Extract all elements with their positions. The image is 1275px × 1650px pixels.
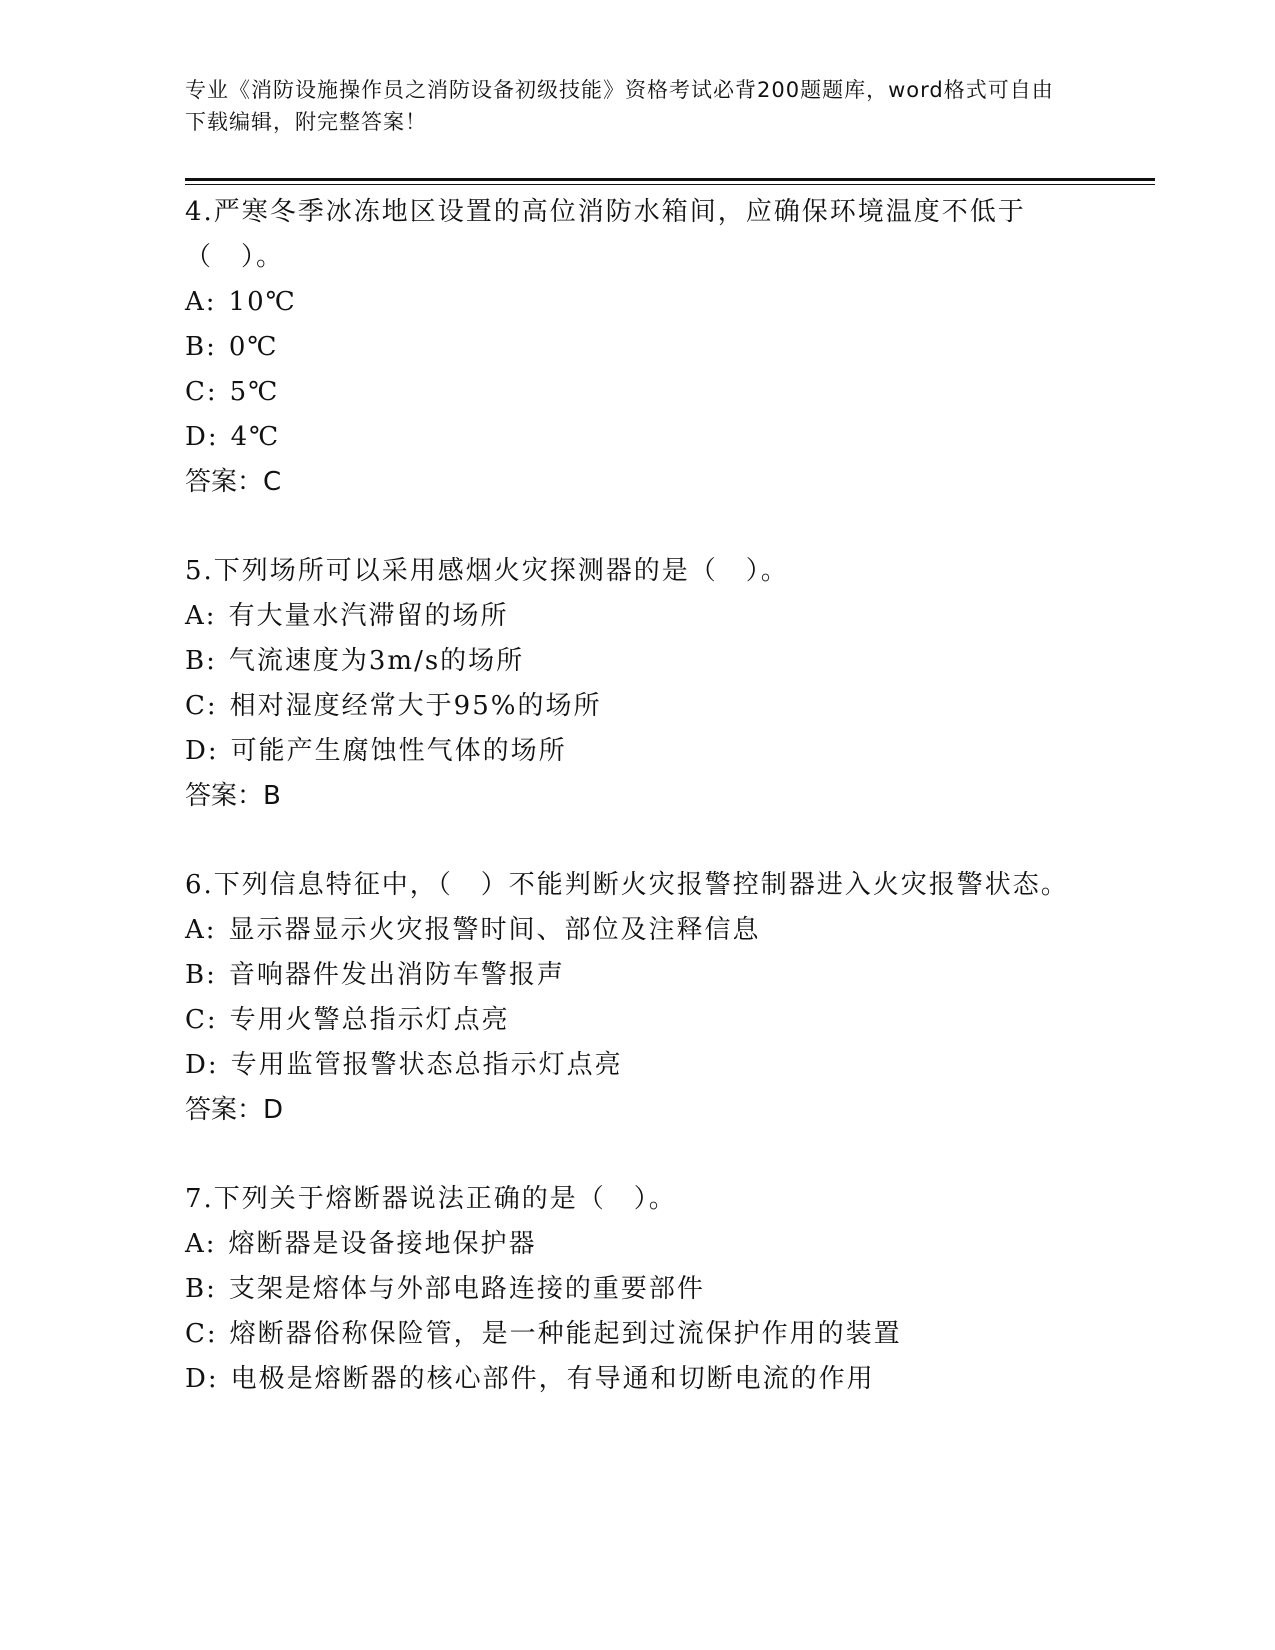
option-letter: C: [185,691,218,721]
question-stem: 4.严寒冬季冰冻地区设置的高位消防水箱间，应确保环境温度不低于（ ）。 [185,197,1026,272]
option-text: 有大量水汽滞留的场所 [228,601,509,631]
question-stem: 5.下列场所可以采用感烟火灾探测器的是（ ）。 [185,556,789,586]
option-c [185,1312,1085,1357]
option-d [185,1357,1085,1402]
option-letter: D: [185,1364,219,1394]
option-c [185,684,1085,729]
option-letter: D: [185,422,219,452]
option-text: 支架是熔体与外部电路连接的重要部件 [228,1274,705,1304]
option-text: 气流速度为3m/s的场所 [228,646,525,676]
answer-line: 答案：D [185,1095,284,1125]
option-b [185,1267,1085,1312]
option-text: 熔断器是设备接地保护器 [228,1229,537,1259]
option-text: 音响器件发出消防车警报声 [228,960,565,990]
question-7 [185,1177,1085,1402]
option-letter: A: [185,915,217,945]
answer-line: 答案：B [185,781,281,811]
option-d [185,729,1085,774]
header-divider-thin [185,184,1155,185]
question-5 [185,549,1085,819]
question-4 [185,190,1085,505]
option-letter: D: [185,1050,219,1080]
option-text: 电极是熔断器的核心部件，有导通和切断电流的作用 [230,1364,875,1394]
question-list [185,190,1085,1446]
option-text: 4℃ [230,422,281,452]
document-header: 专业《消防设施操作员之消防设备初级技能》资格考试必背200题题库，word格式可自由下载编辑，附完整答案！ [185,78,1054,134]
option-letter: B: [185,646,217,676]
option-d [185,1043,1085,1088]
option-text: 显示器显示火灾报警时间、部位及注释信息 [228,915,761,945]
option-letter: D: [185,736,219,766]
option-c [185,370,1085,415]
option-a [185,908,1085,953]
question-stem: 6.下列信息特征中，（ ）不能判断火灾报警控制器进入火灾报警状态。 [185,870,1069,900]
option-a [185,1222,1085,1267]
header-divider-thick [185,178,1155,181]
option-d [185,415,1085,460]
option-b [185,639,1085,684]
question-stem: 7.下列关于熔断器说法正确的是（ ）。 [185,1184,677,1214]
option-a [185,594,1085,639]
option-text: 专用监管报警状态总指示灯点亮 [230,1050,623,1080]
option-text: 0℃ [228,332,279,362]
option-text: 熔断器俗称保险管，是一种能起到过流保护作用的装置 [229,1319,902,1349]
answer-line: 答案：C [185,467,282,497]
option-text: 可能产生腐蚀性气体的场所 [230,736,567,766]
option-c [185,998,1085,1043]
option-letter: B: [185,1274,217,1304]
option-letter: A: [185,1229,217,1259]
option-b [185,953,1085,998]
option-letter: B: [185,960,217,990]
option-letter: C: [185,1319,218,1349]
option-text: 专用火警总指示灯点亮 [229,1005,510,1035]
option-letter: B: [185,332,217,362]
option-a [185,280,1085,325]
option-text: 相对湿度经常大于95%的场所 [229,691,602,721]
option-b [185,325,1085,370]
option-text: 10℃ [228,287,297,317]
option-letter: A: [185,601,217,631]
option-text: 5℃ [229,377,280,407]
option-letter: C: [185,377,218,407]
option-letter: A: [185,287,217,317]
question-6 [185,863,1085,1133]
option-letter: C: [185,1005,218,1035]
